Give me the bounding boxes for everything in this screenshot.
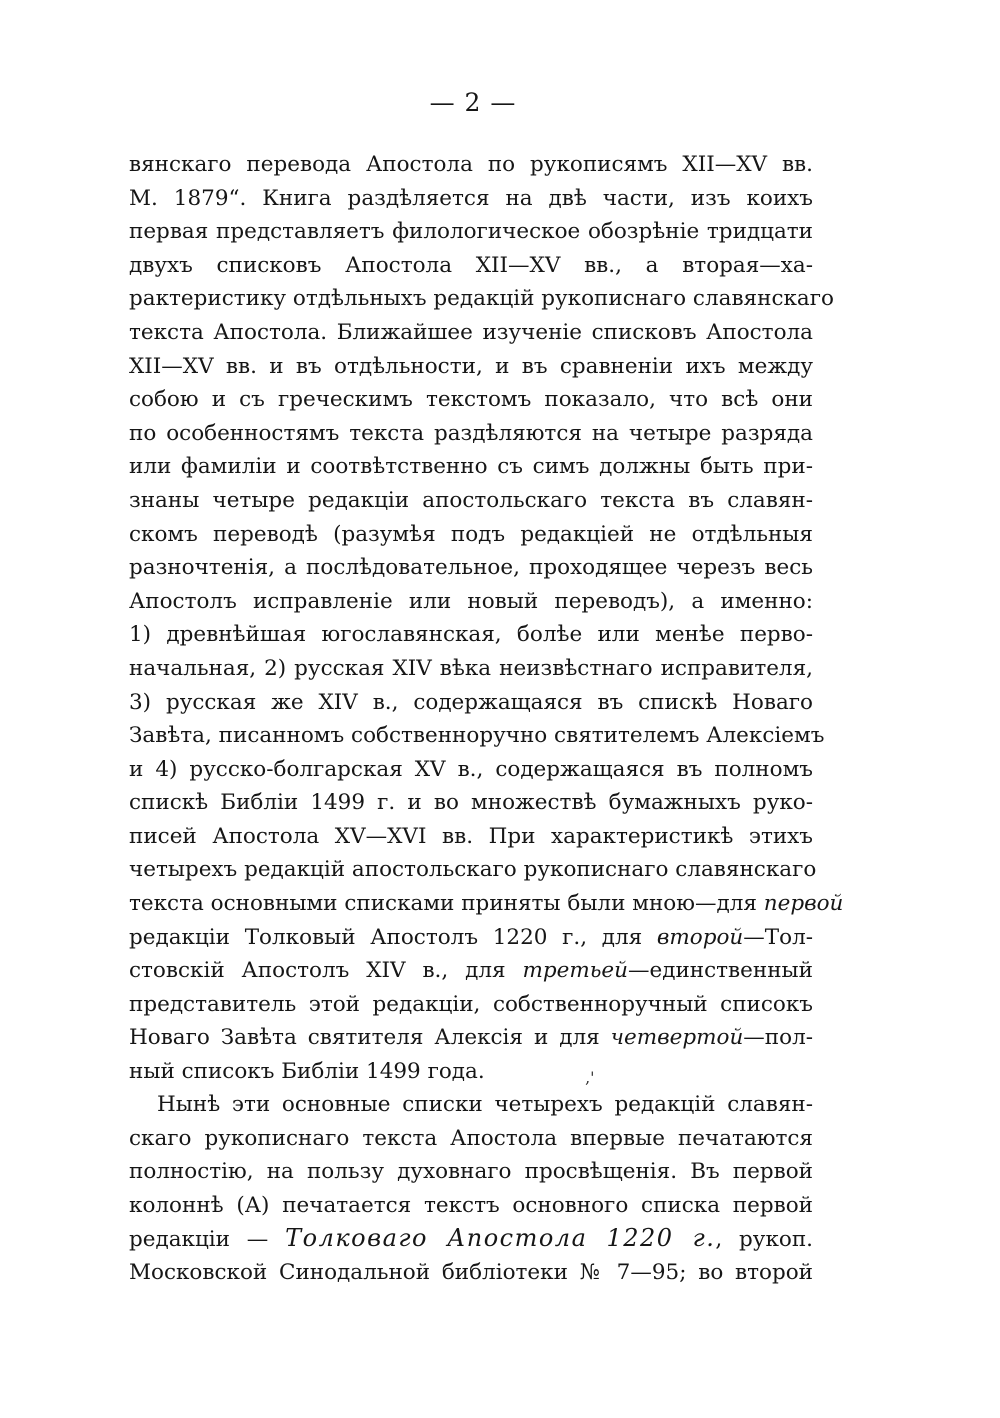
text-line: XII—XV вв. и въ отдѣльности, и въ сравненіи ихъ между	[129, 353, 813, 379]
text-line: начальная, 2) русская XIV вѣка неизвѣстнаго исправителя,	[129, 655, 813, 681]
text-line: первая представляетъ филологическое обозрѣніе тридцати	[129, 219, 813, 245]
text-line: М. 1879“. Книга раздѣляется на двѣ части, изъ коихъ	[129, 185, 813, 211]
text-line: собою и съ греческимъ текстомъ показало, что всѣ они	[129, 387, 813, 413]
text-line: редакціи — Толковаго Апостола 1220 г., рукоп.	[129, 1224, 813, 1253]
page-number: — 2 —	[429, 88, 517, 117]
text-line: двухъ списковъ Апостола XII—XV вв., а вторая—ха-	[129, 252, 813, 278]
print-speck: ‚'	[585, 1068, 595, 1087]
paragraph-2	[129, 1088, 813, 1290]
text-line: Завѣта, писанномъ собственноручно святителемъ Алексіемъ	[129, 723, 825, 749]
text-line: 3) русская же XIV в., содержащаяся въ спискѣ Новаго	[129, 689, 813, 715]
text-line: Нынѣ эти основные списки четырехъ редакцій славян-	[157, 1092, 813, 1117]
text-line: колоннѣ (А) печатается текстъ основного списка первой	[129, 1192, 813, 1218]
text-line: спискѣ Библіи 1499 г. и во множествѣ бумажныхъ руко-	[129, 790, 813, 816]
text-line: представитель этой редакціи, собственноручный списокъ	[129, 991, 813, 1017]
italic-term: третьей	[522, 958, 628, 984]
text-line: Апостолъ исправленіе или новый переводъ), а именно:	[129, 588, 813, 614]
italic-term: первой	[763, 891, 844, 917]
text-line: рактеристику отдѣльныхъ редакцій рукописнаго славянскаго	[129, 286, 834, 312]
text-line: разночтенія, а послѣдовательное, проходящее черезъ весь	[129, 555, 813, 581]
text-line: писей Апостола XV—XVI вв. При характеристикѣ этихъ	[129, 823, 813, 849]
text-line: 1) древнѣйшая югославянская, болѣе или менѣе перво-	[129, 622, 813, 648]
text-line: Новаго Завѣта святителя Алексія и для четвертой—пол-	[129, 1025, 813, 1051]
text-line: четырехъ редакцій апостольскаго рукописнаго славянскаго	[129, 857, 817, 883]
text-line: полностію, на пользу духовнаго просвѣщенія. Въ первой	[129, 1159, 813, 1185]
text-line: текста Апостола. Ближайшее изученіе списковъ Апостола	[129, 319, 813, 345]
paragraph-1	[129, 148, 844, 1089]
text-line: Московской Синодальной библіотеки № 7—95; во второй	[129, 1259, 813, 1285]
text-line: по особенностямъ текста раздѣляются на четыре разряда	[129, 420, 813, 446]
text-line: текста основными списками приняты были мною—для первой	[129, 891, 844, 917]
text-line: скомъ переводѣ (разумѣя подъ редакціей не отдѣльныя	[129, 521, 813, 547]
italic-term: второй	[656, 924, 744, 950]
text-line: скаго рукописнаго текста Апостола впервые печатаются	[129, 1125, 813, 1151]
text-line: вянскаго перевода Апостола по рукописямъ XII—XV вв.	[129, 152, 813, 177]
text-line: и 4) русско-болгарская XV в., содержащаяся въ полномъ	[129, 756, 813, 782]
text-line: или фамиліи и соотвѣтственно съ симъ должны быть при-	[129, 454, 813, 480]
text-line: знаны четыре редакціи апостольскаго текста въ славян-	[129, 487, 813, 513]
italic-title: Толковаго Апостола 1220 г.	[285, 1224, 716, 1253]
text-line: ный списокъ Библіи 1499 года.	[129, 1059, 485, 1085]
text-line: стовскій Апостолъ XIV в., для третьей—единственный	[129, 958, 813, 984]
text-line: редакціи Толковый Апостолъ 1220 г., для второй—Тол-	[129, 924, 813, 950]
italic-term: четвертой	[610, 1025, 744, 1051]
